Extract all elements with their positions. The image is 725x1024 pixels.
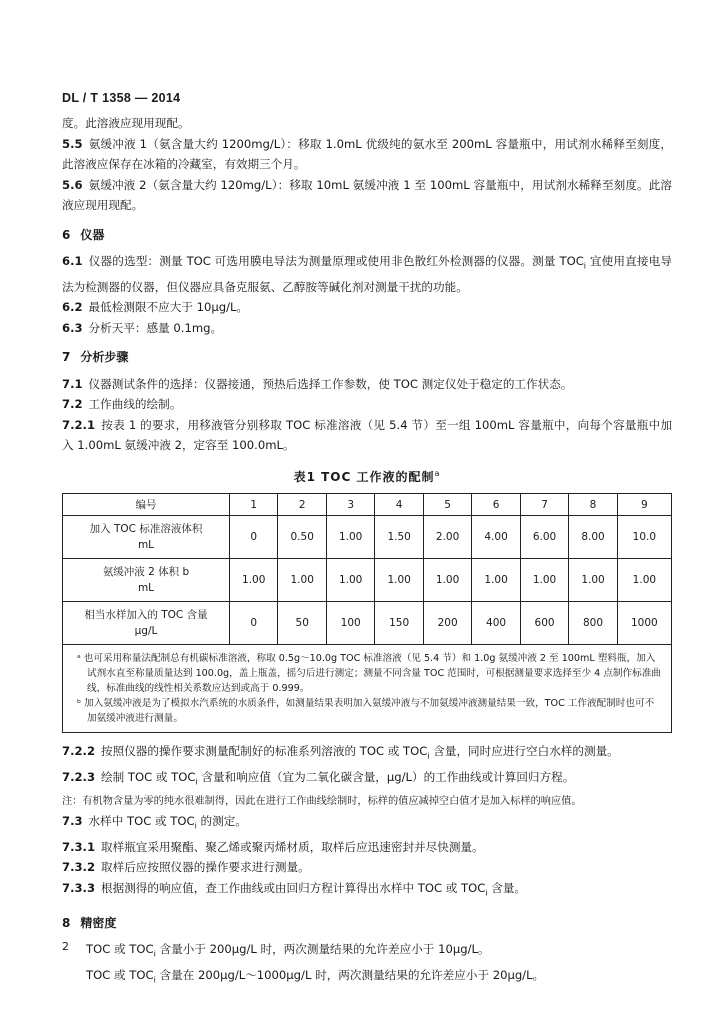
section-number: 8 [62, 915, 71, 930]
table-cell: 1.00 [472, 559, 520, 602]
table-cell: 1.00 [617, 559, 671, 602]
row-label-line: 加入 TOC 标准溶液体积 [89, 523, 203, 536]
table-row [63, 559, 672, 602]
standard-code-header: DL / T 1358 — 2014 [62, 91, 181, 105]
clause-number: 6.3 [62, 320, 83, 335]
clause-7-2-1 [62, 415, 672, 456]
clause-number: 6.2 [62, 300, 83, 315]
table-header-label: 编号 [63, 494, 230, 516]
clause-5-6 [62, 175, 672, 216]
table-cell: 2.00 [423, 516, 471, 559]
row-label-unit: mL [137, 582, 155, 595]
clause-text: 绘制 TOC 或 $TOC_i$ 含量和响应值（宜为二氧化碳含量，μg/L）的工作曲线或计算回归方程。 [101, 770, 575, 787]
section-title: 分析步骤 [80, 350, 129, 365]
section-6-heading [62, 225, 672, 246]
clause-7-3-3 [62, 878, 672, 904]
footnote-a: ᵃ 也可采用称量法配制总有机碳标准溶液，称取 0.5g～10.0g TOC 标准溶液（见 5.4 节）和 1.0g 氨缓冲液 2 至 100mL 塑料瓶，加入试剂水直至称量质量达到 100.0g，盖上瓶盖，摇匀后进行测定；测量不同含量 TOC 范围时，可根据测量要求选择至少 4 点制作标准曲线，标准曲线的线性相关系数应达到或高于 0.999。 [77, 653, 661, 695]
table-column-header: 9 [617, 494, 671, 516]
footnote-b: ᵇ 加入氨缓冲液是为了模拟水汽系统的水质条件，如测量结果表明加入氨缓冲液与不加氨缓冲液测量结果一致，TOC 工作液配制时也可不加氨缓冲液进行测量。 [77, 698, 655, 725]
clause-7-3-2 [62, 857, 672, 878]
table-1 [62, 493, 672, 733]
section-8-heading [62, 913, 672, 934]
clause-text: 取样瓶宜采用聚酯、聚乙烯或聚丙烯材质，取样后应迅速密封并尽快测量。 [101, 839, 484, 854]
clause-text: 根据测得的响应值，查工作曲线或由回归方程计算得出水样中 TOC 或 $TOC_i$ 含量。 [101, 880, 527, 898]
table-cell: 100 [326, 602, 374, 645]
table-cell: 6.00 [520, 516, 568, 559]
clause-7-3 [62, 811, 672, 837]
table-cell: 10.0 [617, 516, 671, 559]
table-row-label [63, 602, 230, 645]
table-cell: 4.00 [472, 516, 520, 559]
paragraph-continuation: 度。此溶液应现用现配。 [62, 116, 190, 130]
table-column-header: 4 [375, 494, 423, 516]
section-title: 仪器 [80, 227, 105, 242]
table-footnotes [63, 645, 672, 733]
clause-number: 5.6 [62, 177, 83, 192]
clause-text: 水样中 TOC 或 $TOC_i$ 的测定。 [88, 813, 247, 831]
clause-number: 7.3 [62, 813, 83, 828]
clause-number: 7.3.1 [62, 839, 96, 854]
table-cell: 1.00 [423, 559, 471, 602]
clause-6-1 [62, 251, 672, 297]
page-number: 2 [62, 940, 69, 953]
table-cell: 400 [472, 602, 520, 645]
table-cell: 1.00 [230, 559, 278, 602]
clause-number: 5.5 [62, 136, 83, 151]
clause-7-3-1 [62, 837, 672, 858]
table-cell: 50 [278, 602, 326, 645]
clause-7-2 [62, 394, 672, 415]
row-label-unit: μg/L [134, 625, 158, 638]
table-cell: 200 [423, 602, 471, 645]
row-label-line: 相当水样加入的 TOC 含量 [84, 609, 208, 622]
clause-7-1 [62, 374, 672, 395]
clause-text: 工作曲线的绘制。 [88, 397, 182, 412]
table-caption-text: 表1 TOC 工作液的配制 [293, 469, 435, 484]
clause-number: 7.2.1 [62, 417, 96, 432]
section-number: 7 [62, 350, 71, 365]
clause-text: 仪器的选型：测量 TOC 可选用膜电导法为测量原理或使用非色散红外检测器的仪器。测量 $TOC_i$ 宜使用直接电导法为检测器的仪器，但仪器应具备克服氨、乙醇胺等碱化剂对测量干扰的功能。 [62, 254, 672, 294]
table-header-row [63, 494, 672, 516]
precision-paragraph-1: TOC 或 $TOC_i$ 含量小于 200μg/L 时，两次测量结果的允许差应小于 10μg/L。 [86, 942, 490, 959]
table-cell: 1.00 [520, 559, 568, 602]
clause-7-2-2 [62, 741, 672, 767]
page-content [62, 113, 672, 991]
table-column-header: 7 [520, 494, 568, 516]
table-column-header: 1 [230, 494, 278, 516]
table-cell: 1.50 [375, 516, 423, 559]
clause-text: 按表 1 的要求，用移液管分别移取 TOC 标准溶液（见 5.4 节）至一组 100mL 容量瓶中，向每个容量瓶中加入 1.00mL 氨缓冲液 2，定容至 100.0mL。 [62, 417, 672, 453]
table-caption-footnote-mark: a [434, 468, 441, 478]
table-cell: 1.00 [326, 559, 374, 602]
note-7-2-3: 注：有机物含量为零的纯水很难制得，因此在进行工作曲线绘制时，标样的值应减掉空白值才是加入标样的响应值。 [62, 795, 582, 807]
table-cell: 0.50 [278, 516, 326, 559]
clause-text: 取样后应按照仪器的操作要求进行测量。 [101, 860, 310, 875]
clause-number: 7.3.2 [62, 860, 96, 875]
table-cell: 600 [520, 602, 568, 645]
clause-5-5 [62, 134, 672, 175]
table-cell: 1000 [617, 602, 671, 645]
clause-text: 分析天平：感量 0.1mg。 [88, 320, 223, 335]
clause-text: 氨缓冲液 2（氨含量大约 120mg/L）：移取 10mL 氨缓冲液 1 至 100mL 容量瓶中，用试剂水稀释至刻度。此溶液应现用现配。 [62, 177, 672, 212]
clause-text: 仪器测试条件的选择：仪器接通，预热后选择工作参数，使 TOC 测定仪处于稳定的工作状态。 [88, 376, 573, 391]
table-cell: 1.00 [569, 559, 617, 602]
table-cell: 1.00 [326, 516, 374, 559]
table-cell: 0 [230, 602, 278, 645]
section-title: 精密度 [80, 915, 117, 930]
clause-number: 7.2 [62, 397, 83, 412]
table-row [63, 602, 672, 645]
clause-number: 7.2.2 [62, 744, 96, 759]
table-1-caption [62, 464, 672, 488]
clause-number: 7.2.3 [62, 770, 96, 785]
table-column-header: 6 [472, 494, 520, 516]
table-column-header: 5 [423, 494, 471, 516]
table-column-header: 2 [278, 494, 326, 516]
clause-text: 按照仪器的操作要求测量配制好的标准系列溶液的 TOC 或 $TOC_i$ 含量，同时应进行空白水样的测量。 [101, 744, 619, 761]
row-label-unit: mL [137, 539, 155, 552]
clause-number: 7.1 [62, 376, 83, 391]
table-column-header: 8 [569, 494, 617, 516]
row-label-line: 氨缓冲液 2 体积 b [102, 566, 190, 579]
clause-7-2-3 [62, 767, 672, 793]
table-row [63, 516, 672, 559]
clause-number: 6.1 [62, 254, 83, 268]
table-row-label [63, 516, 230, 559]
clause-text: 最低检测限不应大于 10μg/L。 [88, 300, 249, 315]
table-footnote-row [63, 645, 672, 733]
table-column-header: 3 [326, 494, 374, 516]
table-cell: 8.00 [569, 516, 617, 559]
clause-6-2 [62, 297, 672, 318]
table-cell: 1.00 [375, 559, 423, 602]
clause-text: 氨缓冲液 1（氨含量大约 1200mg/L）：移取 1.0mL 优级纯的氨水至 200mL 容量瓶中，用试剂水稀释至刻度，此溶液应保存在冰箱的冷藏室，有效期三个月。 [62, 136, 672, 171]
precision-paragraph-2: TOC 或 $TOC_i$ 含量在 200μg/L～1000μg/L 时，两次测量结果的允许差应小于 20μg/L。 [86, 967, 545, 985]
clause-6-3 [62, 318, 672, 339]
table-cell: 1.00 [278, 559, 326, 602]
clause-number: 7.3.3 [62, 880, 96, 895]
table-cell: 0 [230, 516, 278, 559]
table-cell: 150 [375, 602, 423, 645]
table-cell: 800 [569, 602, 617, 645]
table-row-label [63, 559, 230, 602]
section-number: 6 [62, 227, 71, 242]
section-7-heading [62, 347, 672, 368]
